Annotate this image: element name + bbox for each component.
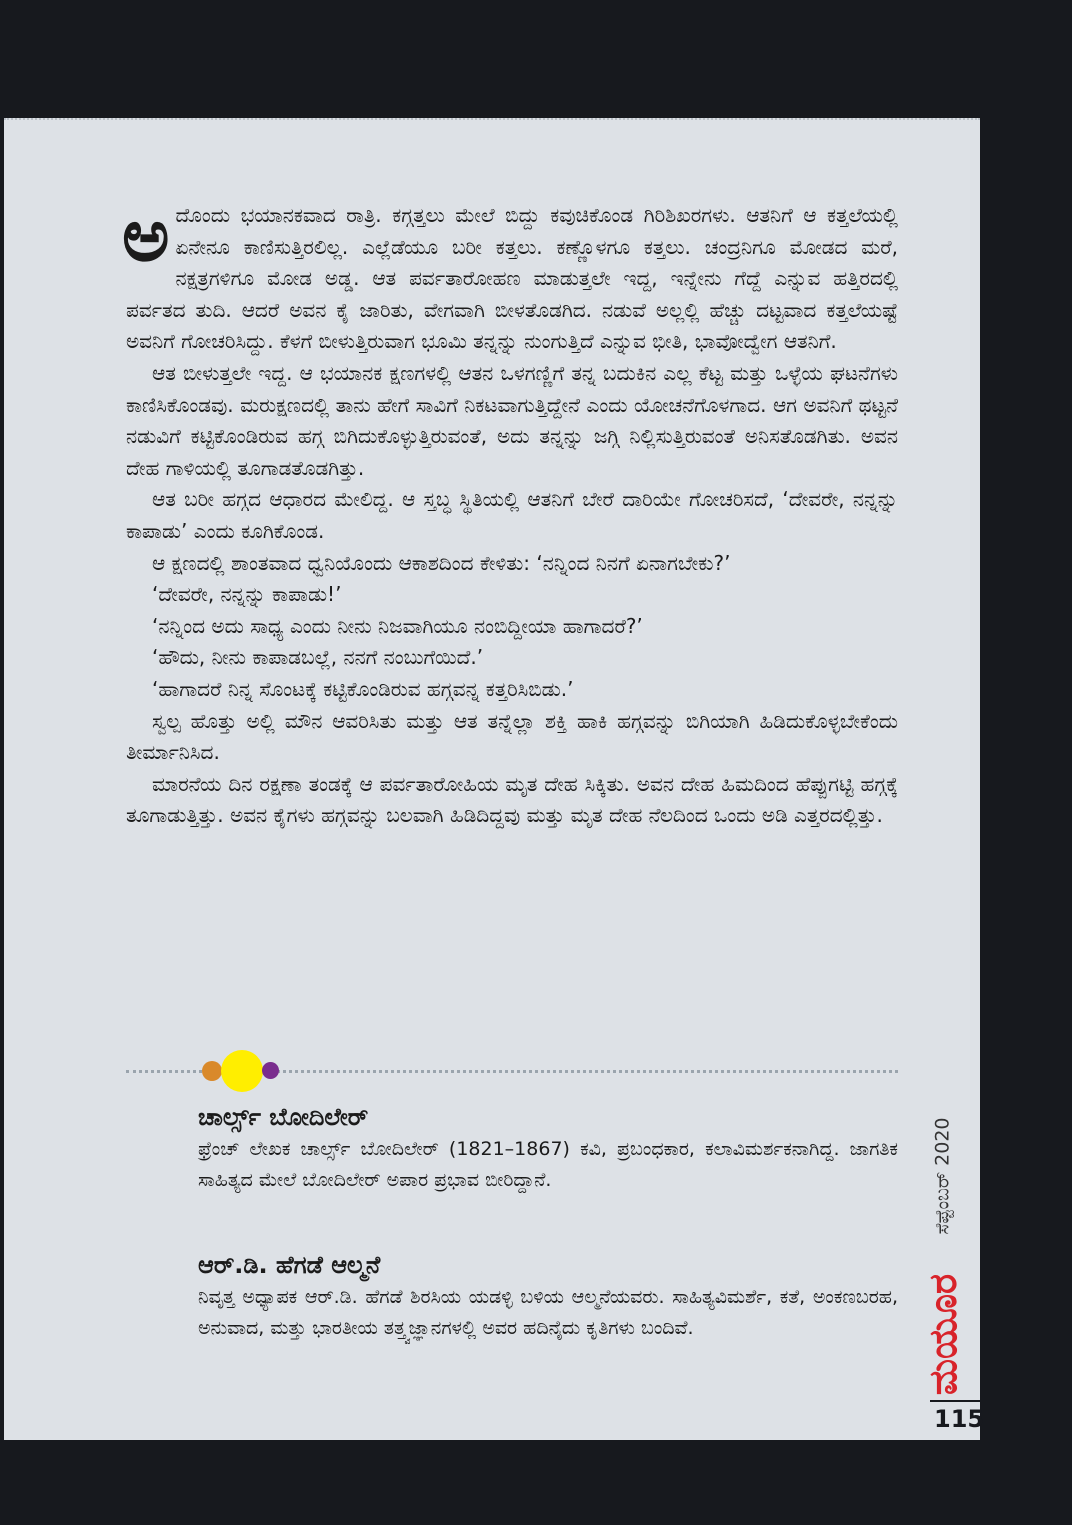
issue-date: ಸೆಪ್ಟೆಂಬರ್ 2020	[932, 1117, 955, 1235]
orange-dot-ornament	[202, 1061, 222, 1081]
story-dialog-line: ‘ದೇವರೇ, ನನ್ನನ್ನು ಕಾಪಾಡು!’	[152, 582, 342, 607]
translator-name: ಆರ್.ಡಿ. ಹೆಗಡೆ ಆಲ್ಮನೆ	[198, 1251, 381, 1279]
purple-dot-ornament	[262, 1062, 279, 1079]
story-paragraph: ಆತ ಬೀಳುತ್ತಲೇ ಇದ್ದ. ಆ ಭಯಾನಕ ಕ್ಷಣಗಳಲ್ಲಿ ಆತನ ಒಳಗಣ್ಣಿಗೆ ತನ್ನ ಬದುಕಿನ ಎಲ್ಲ ಕೆಟ್ಟ ಮತ್ತು ಒಳ್ಳೆಯ ಘಟನೆಗಳು ಕಾಣಿಸಿಕೊಂಡವು. ಮರುಕ್ಷಣದಲ್ಲಿ ತಾನು ಹೇಗೆ ಸಾವಿಗೆ ನಿಕಟವಾಗುತ್ತಿದ್ದೇನೆ ಎಂದು ಯೋಚನೆಗೊಳಗಾದ. ಆಗ ಅವನಿಗೆ ಥಟ್ಟನೆ ನಡುವಿಗೆ ಕಟ್ಟಿಕೊಂಡಿರುವ ಹಗ್ಗ ಬಿಗಿದುಕೊಳ್ಳುತ್ತಿರುವಂತೆ, ಅದು ತನ್ನನ್ನು ಜಗ್ಗಿ ನಿಲ್ಲಿಸುತ್ತಿರುವಂತೆ ಅನಿಸತೊಡಗಿತು. ಅವನ ದೇಹ ಗಾಳಿಯಲ್ಲಿ ತೂಗಾಡತೊಡಗಿತ್ತು.	[126, 360, 898, 480]
story-paragraph: ಅದೊಂದು ಭಯಾನಕವಾದ ರಾತ್ರಿ. ಕಗ್ಗತ್ತಲು ಮೇಲೆ ಬಿದ್ದು ಕವುಚಿಕೊಂಡ ಗಿರಿಶಿಖರಗಳು. ಆತನಿಗೆ ಆ ಕತ್ತಲೆಯಲ್ಲಿ ಏನೇನೂ ಕಾಣಿಸುತ್ತಿರಲಿಲ್ಲ. ಎಲ್ಲೆಡೆಯೂ ಬರೀ ಕತ್ತಲು. ಕಣ್ಣೊಳಗೂ ಕತ್ತಲು. ಚಂದ್ರನಿಗೂ ಮೋಡದ ಮರೆ, ನಕ್ಷತ್ರಗಳಿಗೂ ಮೋಡ ಅಡ್ಡ. ಆತ ಪರ್ವತಾರೋಹಣ ಮಾಡುತ್ತಲೇ ಇದ್ದ, ಇನ್ನೇನು ಗೆದ್ದೆ ಎನ್ನುವ ಹತ್ತಿರದಲ್ಲಿ ಪರ್ವತದ ತುದಿ. ಆದರೆ ಅವನ ಕೈ ಜಾರಿತು, ವೇಗವಾಗಿ ಬೀಳತೊಡಗಿದ. ನಡುವೆ ಅಲ್ಲಲ್ಲಿ ಹೆಚ್ಚು ದಟ್ಟವಾದ ಕತ್ತಲೆಯಷ್ಟೆ ಅವನಿಗೆ ಗೋಚರಿಸಿದ್ದು. ಕೆಳಗೆ ಬೀಳುತ್ತಿರುವಾಗ ಭೂಮಿ ತನ್ನನ್ನು ನುಂಗುತ್ತಿದೆ ಎನ್ನುವ ಭೀತಿ, ಭಾವೋದ್ವೇಗ ಆತನಿಗೆ.	[122, 193, 898, 354]
translator-bio	[198, 1248, 898, 1344]
drop-cap: ಅ	[122, 193, 170, 277]
story-dialog-line: ‘ನನ್ನಿಂದ ಅದು ಸಾಧ್ಯ ಎಂದು ನೀನು ನಿಜವಾಗಿಯೂ ನಂಬಿದ್ದೀಯಾ ಹಾಗಾದರೆ?’	[152, 613, 643, 638]
story-paragraph: ಆತ ಬರೀ ಹಗ್ಗದ ಆಧಾರದ ಮೇಲಿದ್ದ. ಆ ಸ್ತಬ್ಧ ಸ್ಥಿತಿಯಲ್ಲಿ ಆತನಿಗೆ ಬೇರೆ ದಾರಿಯೇ ಗೋಚರಿಸದೆ, ‘ದೇವರೇ, ನನ್ನನ್ನು ಕಾಪಾಡು’ ಎಂದು ಕೂಗಿಕೊಂಡ.	[126, 487, 898, 543]
story-dialog-line: ‘ಹಾಗಾದರೆ ನಿನ್ನ ಸೊಂಟಕ್ಕೆ ಕಟ್ಟಿಕೊಂಡಿರುವ ಹಗ್ಗವನ್ನ ಕತ್ತರಿಸಿಬಿಡು.’	[152, 676, 574, 701]
story-dialog-line: ‘ಹೌದು, ನೀನು ಕಾಪಾಡಬಲ್ಲೆ, ನನಗೆ ನಂಬುಗೆಯಿದೆ.’	[152, 645, 484, 670]
author-name: ಚಾರ್ಲ್ಸ್ ಬೋದಿಲೇರ್	[198, 1103, 369, 1131]
page-number-rule	[930, 1400, 980, 1402]
story-body	[122, 193, 898, 832]
story-paragraph: ಸ್ವಲ್ಪ ಹೊತ್ತು ಅಲ್ಲಿ ಮೌನ ಆವರಿಸಿತು ಮತ್ತು ಆತ ತನ್ನೆಲ್ಲಾ ಶಕ್ತಿ ಹಾಕಿ ಹಗ್ಗವನ್ನು ಬಿಗಿಯಾಗಿ ಹಿಡಿದುಕೊಳ್ಳಬೇಕೆಂದು ತೀರ್ಮಾನಿಸಿದ.	[126, 708, 898, 765]
yellow-dot-ornament	[221, 1050, 263, 1092]
author-description: ಫ್ರೆಂಚ್ ಲೇಖಕ ಚಾರ್ಲ್ಸ್ ಬೋದಿಲೇರ್ (1821–1867) ಕವಿ, ಪ್ರಬಂಧಕಾರ, ಕಲಾವಿಮರ್ಶಕನಾಗಿದ್ದ. ಜಾಗತಿಕ ಸಾಹಿತ್ಯದ ಮೇಲೆ ಬೋದಿಲೇರ್ ಅಪಾರ ಪ್ರಭಾವ ಬೀರಿದ್ದಾನೆ.	[198, 1138, 898, 1191]
magazine-logo: ಮಯೂರ	[921, 1273, 966, 1395]
story-paragraph: ಆ ಕ್ಷಣದಲ್ಲಿ ಶಾಂತವಾದ ಧ್ವನಿಯೊಂದು ಆಕಾಶದಿಂದ ಕೇಳಿತು: ‘ನನ್ನಿಂದ ನಿನಗೆ ಏನಾಗಬೇಕು?’	[152, 550, 731, 575]
page-number: 115	[934, 1405, 985, 1433]
story-paragraph: ಮಾರನೆಯ ದಿನ ರಕ್ಷಣಾ ತಂಡಕ್ಕೆ ಆ ಪರ್ವತಾರೋಹಿಯ ಮೃತ ದೇಹ ಸಿಕ್ಕಿತು. ಅವನ ದೇಹ ಹಿಮದಿಂದ ಹೆಪ್ಪುಗಟ್ಟಿ ಹಗ್ಗಕ್ಕೆ ತೂಗಾಡುತ್ತಿತ್ತು. ಅವನ ಕೈಗಳು ಹಗ್ಗವನ್ನು ಬಲವಾಗಿ ಹಿಡಿದಿದ್ದವು ಮತ್ತು ಮೃತ ದೇಹ ನೆಲದಿಂದ ಒಂದು ಅಡಿ ಎತ್ತರದಲ್ಲಿತ್ತು.	[126, 771, 898, 828]
author-bio	[198, 1100, 898, 1196]
translator-description: ನಿವೃತ್ತ ಅಧ್ಯಾಪಕ ಆರ್.ಡಿ. ಹೆಗಡೆ ಶಿರಸಿಯ ಯಡಳ್ಳಿ ಬಳಿಯ ಆಲ್ಮನೆಯವರು. ಸಾಹಿತ್ಯವಿಮರ್ಶೆ, ಕತೆ, ಅಂಕಣಬರಹ, ಅನುವಾದ, ಮತ್ತು ಭಾರತೀಯ ತತ್ತ್ವಜ್ಞಾನಗಳಲ್ಲಿ ಅವರ ಹದಿನೈದು ಕೃತಿಗಳು ಬಂದಿವೆ.	[198, 1286, 898, 1339]
top-frame-band	[0, 0, 1072, 118]
bottom-frame-band	[0, 1440, 1072, 1525]
right-frame-strip	[980, 118, 1072, 1440]
